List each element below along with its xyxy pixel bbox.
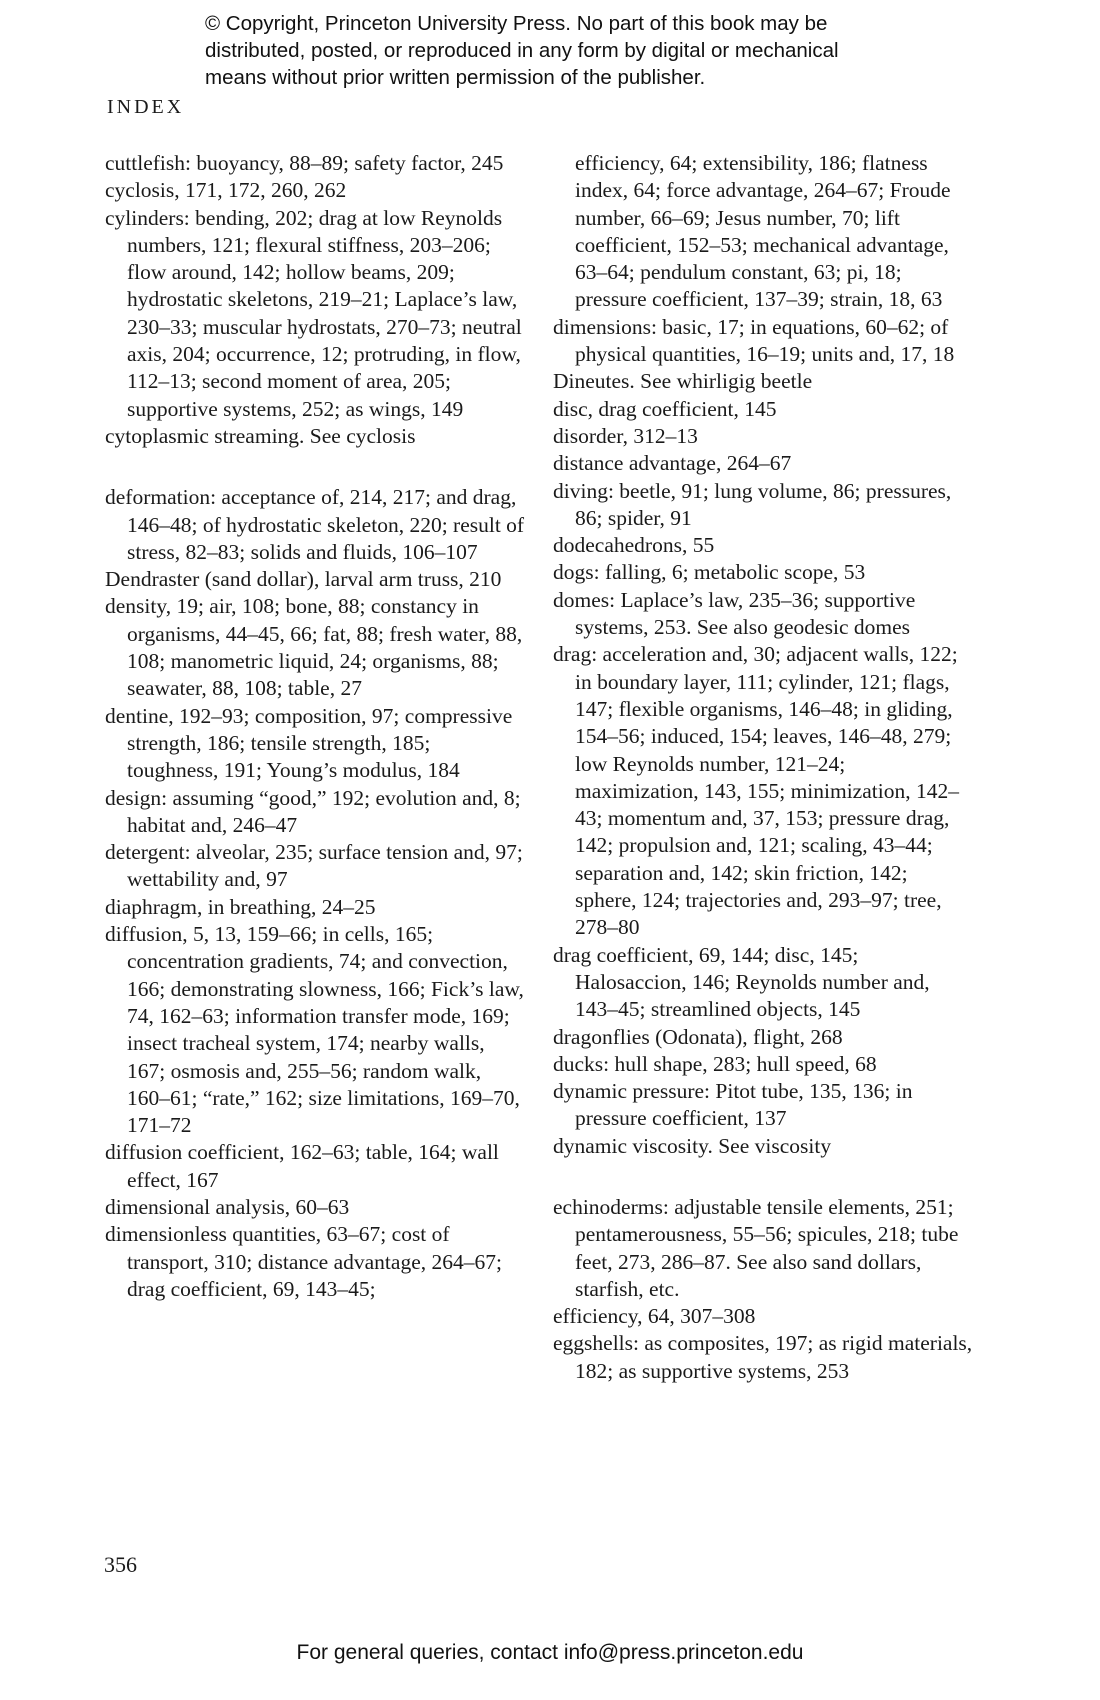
index-entry: dodecahedrons, 55 xyxy=(553,533,715,558)
index-entry: Dineutes. See whirligig beetle xyxy=(553,369,813,394)
index-entry: Dendraster (sand dollar), larval arm truss, 210 xyxy=(105,567,502,592)
index-entry: efficiency, 64, 307–308 xyxy=(553,1304,756,1329)
index-entry: cytoplasmic streaming. See cyclosis xyxy=(105,423,416,448)
index-column-right xyxy=(553,150,973,1385)
copyright-line: distributed, posted, or reproduced in any form by digital or mechanical xyxy=(205,39,839,62)
index-entry: diving: beetle, 91; lung volume, 86; pressures, 86; spider, 91 xyxy=(553,478,952,530)
index-entry: eggshells: as composites, 197; as rigid materials, 182; as supportive systems, 253 xyxy=(553,1331,973,1383)
index-entry: dentine, 192–93; composition, 97; compressive strength, 186; tensile strength, 185; toughness, 191; Young’s modulus, 184 xyxy=(105,703,513,783)
index-entry: dynamic pressure: Pitot tube, 135, 136; in pressure coefficient, 137 xyxy=(553,1079,913,1131)
copyright-notice xyxy=(205,10,925,91)
index-entry: disorder, 312–13 xyxy=(553,423,698,448)
copyright-line: © Copyright, Princeton University Press. No part of this book may be xyxy=(205,12,828,35)
index-entry: dynamic viscosity. See viscosity xyxy=(553,1133,832,1158)
index-entry: dragonflies (Odonata), flight, 268 xyxy=(553,1024,843,1049)
index-entry: dimensions: basic, 17; in equations, 60–62; of physical quantities, 16–19; units and, 17, 18 xyxy=(553,314,955,367)
index-entry: design: assuming “good,” 192; evolution and, 8; habitat and, 246–47 xyxy=(105,785,521,837)
index-entry: domes: Laplace’s law, 235–36; supportive systems, 253. See also geodesic domes xyxy=(553,587,916,640)
index-entry: echinoderms: adjustable tensile elements, 251; pentamerousness, 55–56; spicules, 218; tube feet, 273, 286–87. See also sand dollars, starfish, etc. xyxy=(553,1194,959,1301)
index-entry: dimensionless quantities, 63–67; cost of transport, 310; distance advantage, 264–67; drag coefficient, 69, 143–45; xyxy=(105,1222,502,1301)
index-entry: dogs: falling, 6; metabolic scope, 53 xyxy=(553,560,866,585)
index-entry: disc, drag coefficient, 145 xyxy=(553,396,777,421)
footer-contact: For general queries, contact info@press.princeton.edu xyxy=(296,1641,804,1664)
index-entry: deformation: acceptance of, 214, 217; and drag, 146–48; of hydrostatic skeleton, 220; result of stress, 82–83; solids and fluids, 106–107 xyxy=(105,485,525,564)
index-entry: detergent: alveolar, 235; surface tension and, 97; wettability and, 97 xyxy=(105,840,523,892)
index-entry: diffusion, 5, 13, 159–66; in cells, 165; concentration gradients, 74; and convection, 166; demonstrating slowness, 166; Fick’s law, 74, 162–63; information transfer mode, 169; insect tracheal system, 174; nearby walls, 167; osmosis and, 255–56; random walk, 160–61; “rate,” 162; size limitations, 169–70, 171–72 xyxy=(105,922,524,1138)
footer xyxy=(0,1641,1100,1665)
letter-group-gap xyxy=(553,1160,973,1194)
index-column-left xyxy=(105,150,525,1303)
index-entry: density, 19; air, 108; bone, 88; constancy in organisms, 44–45, 66; fat, 88; fresh water, 88, 108; manometric liquid, 24; organisms, 88; seawater, 88, 108; table, 27 xyxy=(105,594,523,701)
index-entry: drag: acceleration and, 30; adjacent walls, 122; in boundary layer, 111; cylinder, 121; flags, 147; flexible organisms, 146–48; in gliding, 154–56; induced, 154; leaves, 146–48, 279; low Reynolds number, 121–24; maximization, 143, 155; minimization, 142–43; momentum and, 37, 153; pressure drag, 142; propulsion and, 121; scaling, 43–44; separation and, 142; skin friction, 142; sphere, 124; trajectories and, 293–97; tree, 278–80 xyxy=(553,642,959,940)
running-head: INDEX xyxy=(107,96,185,118)
index-entry: ducks: hull shape, 283; hull speed, 68 xyxy=(553,1051,877,1076)
index-entry: diffusion coefficient, 162–63; table, 164; wall effect, 167 xyxy=(105,1140,499,1192)
index-entry: drag coefficient, 69, 144; disc, 145; Halosaccion, 146; Reynolds number and, 143–45; streamlined objects, 145 xyxy=(553,942,930,1022)
index-entry: cylinders: bending, 202; drag at low Reynolds numbers, 121; flexural stiffness, 203–206; flow around, 142; hollow beams, 209; hydrostatic skeletons, 219–21; Laplace’s law, 230–33; muscular hydrostats, 270–73; neutral axis, 204; occurrence, 12; protruding, in flow, 112–13; second moment of area, 205; supportive systems, 252; as wings, 149 xyxy=(105,205,522,421)
index-entry-continued: efficiency, 64; extensibility, 186; flatness index, 64; force advantage, 264–67; Froude number, 66–69; Jesus number, 70; lift coefficient, 152–53; mechanical advantage, 63–64; pendulum constant, 63; pi, 18; pressure coefficient, 137–39; strain, 18, 63 xyxy=(575,151,951,312)
page-number: 356 xyxy=(104,1552,137,1577)
index-entry: cuttlefish: buoyancy, 88–89; safety factor, 245 xyxy=(105,151,504,175)
letter-group-gap xyxy=(105,450,525,484)
copyright-line: means without prior written permission of the publisher. xyxy=(205,66,706,89)
index-entry: distance advantage, 264–67 xyxy=(553,451,792,476)
index-entry: diaphragm, in breathing, 24–25 xyxy=(105,894,376,919)
index-entry: dimensional analysis, 60–63 xyxy=(105,1194,350,1219)
index-entry: cyclosis, 171, 172, 260, 262 xyxy=(105,178,347,203)
